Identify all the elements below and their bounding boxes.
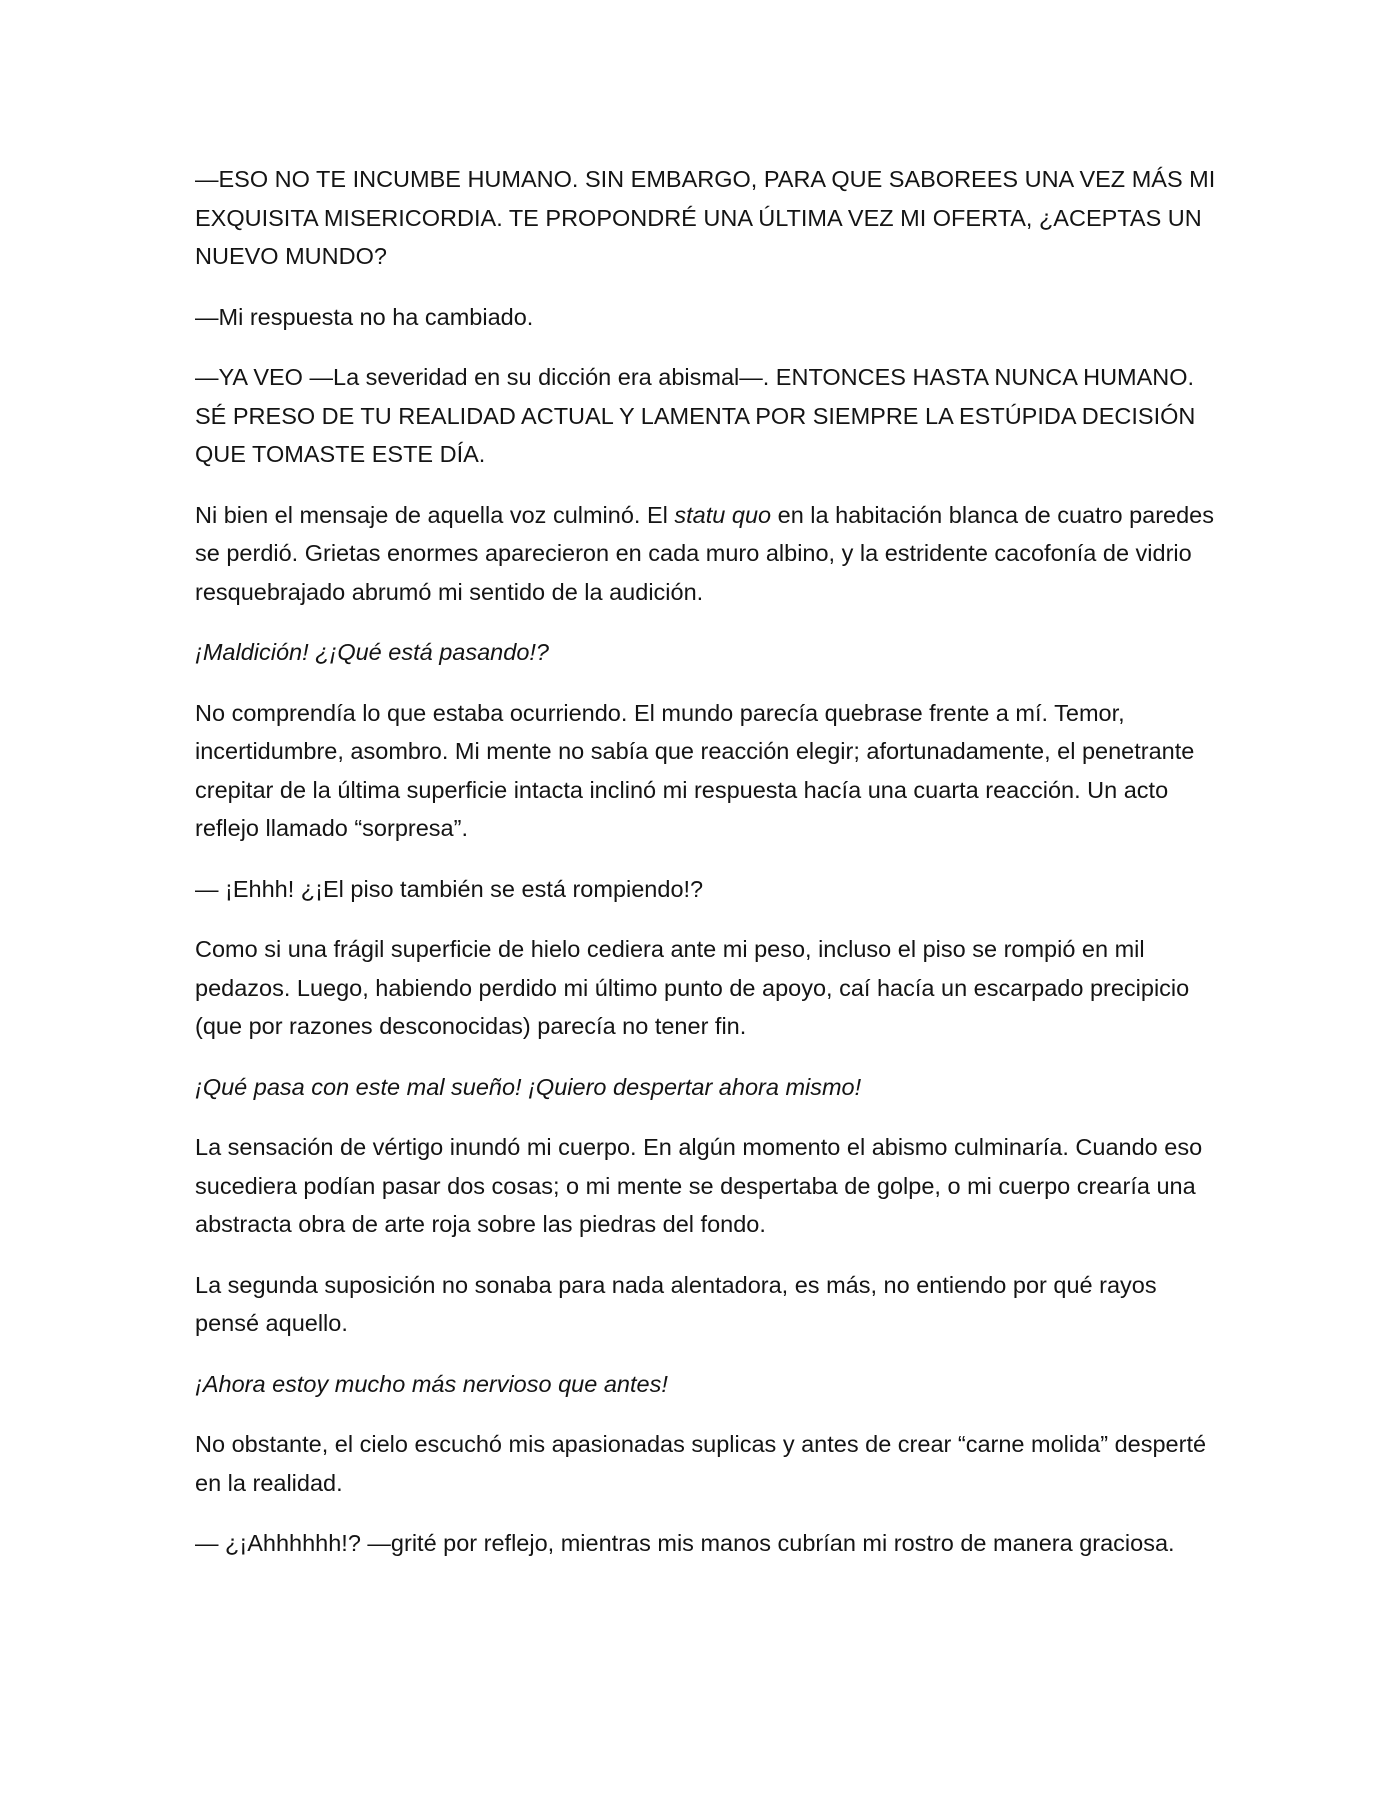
paragraph: No comprendía lo que estaba ocurriendo. El mundo parecía quebrase frente a mí. Temor, incertidumbre, asombro. Mi mente no sabía que reacción elegir; afortunadamente, el penetrante crepitar de la última superficie intacta inclinó mi respuesta hacía una cuarta reacción. Un acto reflejo llamado “sorpresa”. (195, 699, 1195, 841)
italic-thought (195, 633, 1225, 672)
italic-thought (195, 1068, 1225, 1107)
paragraph: No obstante, el cielo escuchó mis apasionadas suplicas y antes de crear “carne molida” desperté en la realidad. (195, 1431, 1207, 1496)
paragraph: —ESO NO TE INCUMBE HUMANO. SIN EMBARGO, PARA QUE SABOREES UNA VEZ MÁS MI EXQUISITA MISERICORDIA. TE PROPONDRÉ UNA ÚLTIMA VEZ MI OFERTA, ¿ACEPTAS UN NUEVO MUNDO? (195, 166, 1216, 269)
paragraph: —YA VEO —La severidad en su dicción era abismal—. ENTONCES HASTA NUNCA HUMANO. SÉ PRESO DE TU REALIDAD ACTUAL Y LAMENTA POR SIEMPRE LA ESTÚPIDA DECISIÓN QUE TOMASTE ESTE DÍA. (195, 364, 1196, 467)
italic-text: ¡Maldición! ¿¡Qué está pasando!? (195, 639, 549, 665)
italic-text: ¡Ahora estoy mucho más nervioso que antes! (195, 1370, 668, 1397)
paragraph: Como si una frágil superficie de hielo cediera ante mi peso, incluso el piso se rompió en mil pedazos. Luego, habiendo perdido mi último punto de apoyo, caí hacía un escarpado precipicio (que por razones desconocidas) parecía no tener fin. (195, 936, 1190, 1039)
paragraph (195, 496, 1225, 612)
italic-thought (195, 1365, 1225, 1404)
paragraph: — ¿¡Ahhhhhh!? —grité por reflejo, mientras mis manos cubrían mi rostro de manera graciosa. (195, 1530, 1175, 1556)
italic-phrase: statu quo (674, 501, 772, 528)
paragraph-text: en la habitación blanca de cuatro paredes se perdió. Grietas enormes aparecieron en cada muro albino, y la estridente cacofonía de vidrio resquebrajado abrumó mi sentido de la audición. (195, 501, 1214, 605)
paragraph-text: Ni bien el mensaje de aquella voz culminó. El (195, 501, 675, 528)
italic-text: ¡Qué pasa con este mal sueño! ¡Quiero despertar ahora mismo! (195, 1073, 862, 1100)
paragraph: — ¡Ehhh! ¿¡El piso también se está rompiendo!? (195, 875, 704, 902)
document-body (195, 160, 1225, 1585)
paragraph: La segunda suposición no sonaba para nada alentadora, es más, no entiendo por qué rayos pensé aquello. (195, 1271, 1157, 1336)
paragraph: —Mi respuesta no ha cambiado. (195, 303, 534, 330)
paragraph: La sensación de vértigo inundó mi cuerpo. En algún momento el abismo culminaría. Cuando eso sucediera podían pasar dos cosas; o mi mente se despertaba de golpe, o mi cuerpo crearía una abstracta obra de arte roja sobre las piedras del fondo. (195, 1134, 1203, 1237)
